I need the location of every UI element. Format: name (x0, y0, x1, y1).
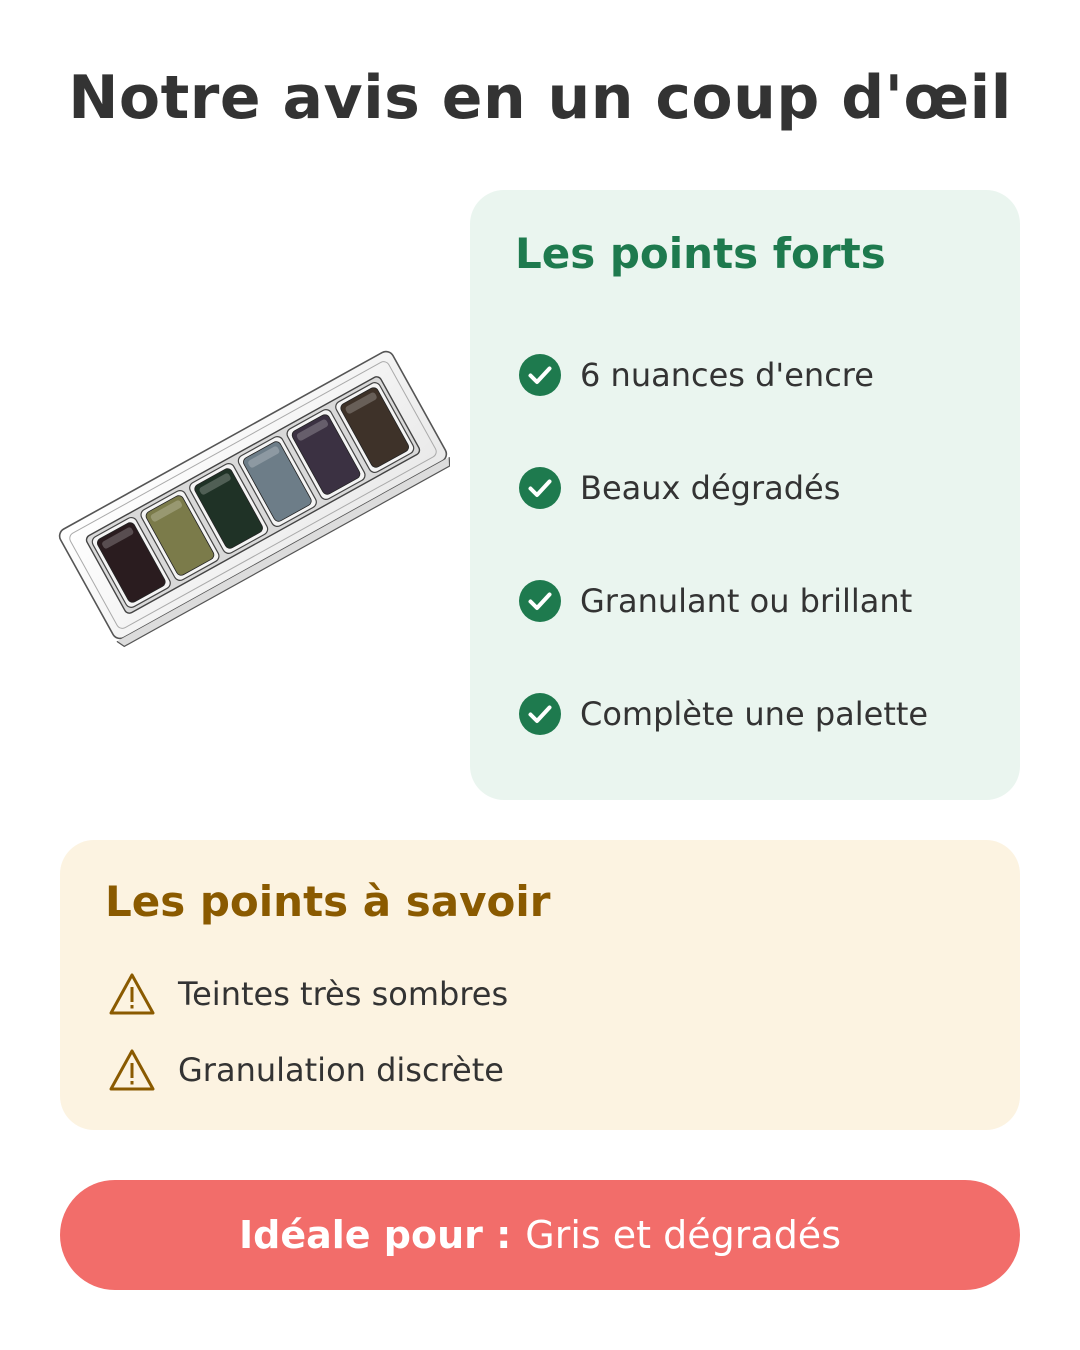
warning-triangle-icon (108, 972, 156, 1016)
cautions-card (60, 840, 1020, 1130)
ideal-for-value: Gris et dégradés (525, 1213, 841, 1257)
strength-label: Granulant ou brillant (580, 582, 913, 620)
strength-item (518, 692, 928, 736)
caution-label: Teintes très sombres (178, 975, 509, 1013)
caution-item (108, 1046, 504, 1094)
caution-label: Granulation discrète (178, 1051, 504, 1089)
strength-item (518, 466, 840, 510)
strength-item (518, 579, 912, 623)
strength-item (518, 353, 874, 397)
strengths-card (470, 190, 1020, 800)
page-title: Notre avis en un coup d'œil (68, 63, 1012, 133)
strength-label: Complète une palette (580, 695, 929, 733)
caution-item (108, 970, 508, 1018)
strength-label: Beaux dégradés (580, 469, 841, 507)
cautions-title: Les points à savoir (105, 877, 551, 926)
strengths-title: Les points forts (515, 229, 886, 278)
strength-label: 6 nuances d'encre (580, 356, 874, 394)
check-circle-icon (518, 466, 562, 510)
check-circle-icon (518, 353, 562, 397)
warning-triangle-icon (108, 1048, 156, 1092)
ink-palette-illustration (55, 330, 450, 660)
check-circle-icon (518, 692, 562, 736)
check-circle-icon (518, 579, 562, 623)
ideal-for-banner (60, 1180, 1020, 1290)
ideal-for-prefix: Idéale pour : (238, 1213, 512, 1257)
